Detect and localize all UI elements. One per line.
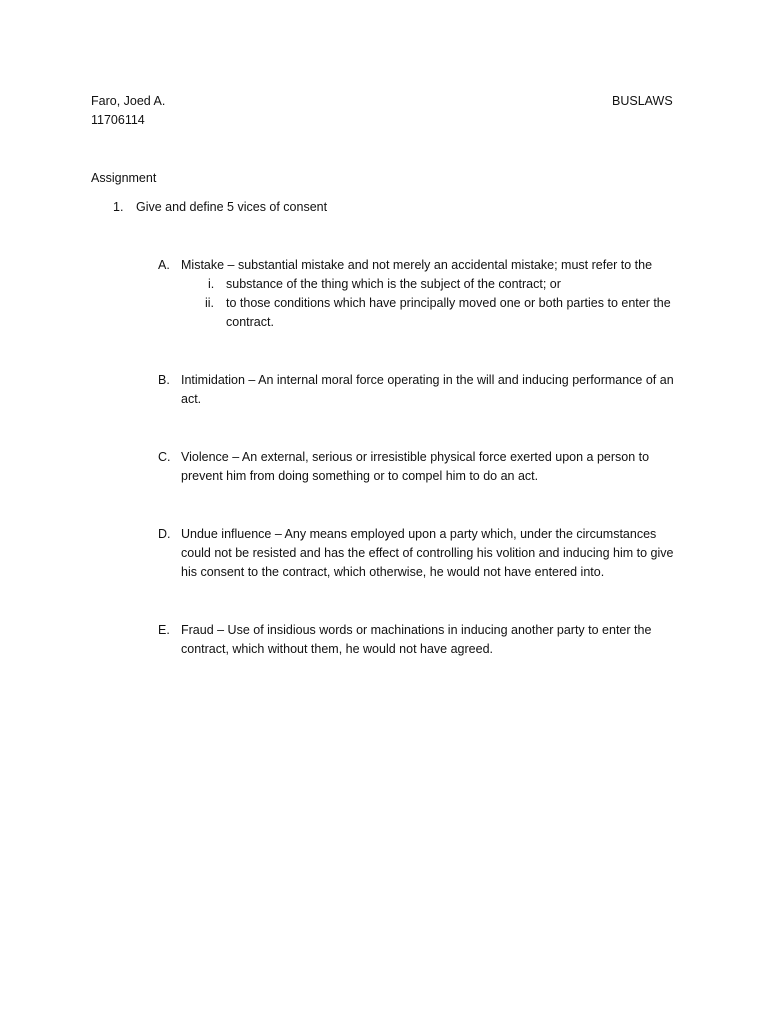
list-item-e [158,621,688,659]
sub-item-i [200,275,680,294]
list-marker: E. [158,623,170,637]
list-item-text: Intimidation – An internal moral force operating in the will and inducing performance of an act. [181,373,674,406]
list-item-a [158,256,688,275]
list-item-b [158,371,688,409]
list-item-text: Undue influence – Any means employed upon a party which, under the circumstances could not be resisted and has the effect of controlling his volition and inducing him to give his consent to the contract, which otherwise, he would not have entered into. [181,527,674,579]
assignment-title: Assignment [91,171,157,185]
question-text: Give and define 5 vices of consent [136,200,328,214]
sub-item-text: to those conditions which have principally moved one or both parties to enter the contract. [226,296,671,329]
list-marker: D. [158,527,171,541]
sub-item-text: substance of the thing which is the subject of the contract; or [226,277,561,291]
list-item-c [158,448,688,486]
list-item-d [158,525,688,582]
sub-item-ii [200,294,680,332]
list-marker: C. [158,450,171,464]
list-marker: A. [158,258,170,272]
student-id: 11706114 [91,113,145,127]
student-name: Faro, Joed A. [91,94,166,108]
list-item-text: Violence – An external, serious or irresistible physical force exerted upon a person to prevent him from doing something or to compel him to do an act. [181,450,650,483]
question-number: 1. [113,200,124,214]
sub-marker: i. [208,277,215,291]
sub-marker: ii. [205,296,215,310]
list-marker: B. [158,373,170,387]
course-code: BUSLAWS [612,94,673,108]
list-item-text: Mistake – substantial mistake and not merely an accidental mistake; must refer to the [181,258,653,272]
list-item-text: Fraud – Use of insidious words or machinations in inducing another party to enter the contract, which without them, he would not have agreed. [181,623,652,656]
